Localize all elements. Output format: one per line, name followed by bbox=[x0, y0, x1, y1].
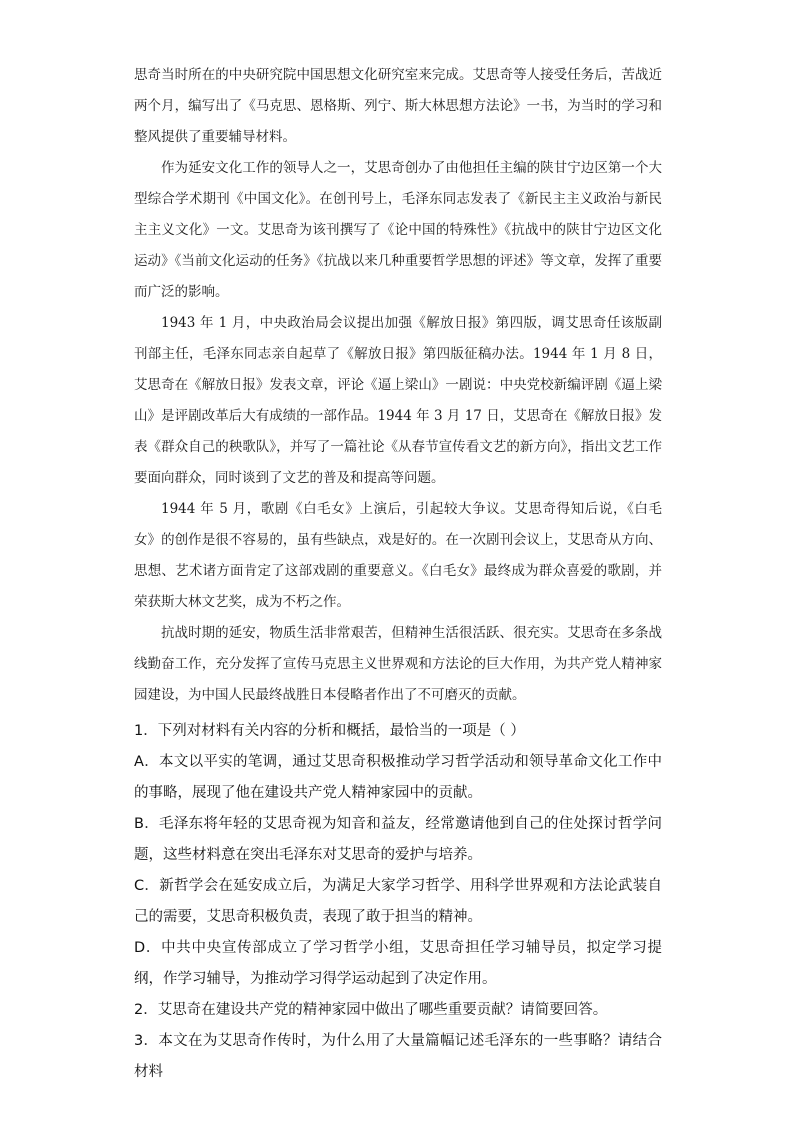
article-paragraph-5: 抗战时期的延安，物质生活非常艰苦，但精神生活很活跃、很充实。艾思奇在多条战线勤奋工作，充分发挥了宣传马克思主义世界观和方法论的巨大作用，为共产党人精神家园建设，为中国人民最终战胜日本侵略者作出了不可磨灭的贡献。 bbox=[134, 625, 662, 703]
question-1-option-b: B．毛泽东将年轻的艾思奇视为知音和益友，经常邀请他到自己的住处探讨哲学问题，这些材料意在突出毛泽东对艾思奇的爱护与培养。 bbox=[134, 816, 662, 863]
article-paragraph-4: 1944 年 5 月，歌剧《白毛女》上演后，引起较大争议。艾思奇得知后说，《白毛女》的创作是很不容易的，虽有些缺点，戏是好的。在一次剧刊会议上，艾思奇从方向、思想、艺术诸方面肯定了这部戏剧的重要意义。《白毛女》最终成为群众喜爱的歌剧，并荣获斯大林文艺奖，成为不朽之作。 bbox=[134, 501, 662, 610]
question-1-option-a: A．本文以平实的笔调，通过艾思奇积极推动学习哲学活动和领导革命文化工作中的事略，展现了他在建设共产党人精神家园中的贡献。 bbox=[134, 754, 662, 801]
question-3: 3．本文在为艾思奇作传时，为什么用了大量篇幅记述毛泽东的一些事略？请结合材料 bbox=[134, 1033, 662, 1080]
questions-section bbox=[134, 716, 662, 1088]
article-body bbox=[134, 60, 662, 711]
question-2: 2．艾思奇在建设共产党的精神家园中做出了哪些重要贡献？请简要回答。 bbox=[134, 1002, 608, 1018]
question-1-option-c: C．新哲学会在延安成立后，为满足大家学习哲学、用科学世界观和方法论武装自己的需要，艾思奇积极负责，表现了敢于担当的精神。 bbox=[134, 878, 662, 925]
question-1-stem: 1．下列对材料有关内容的分析和概括，最恰当的一项是（ ） bbox=[134, 723, 525, 739]
article-paragraph-2: 作为延安文化工作的领导人之一，艾思奇创办了由他担任主编的陕甘宁边区第一个大型综合学术期刊《中国文化》。在创刊号上，毛泽东同志发表了《新民主主义政治与新民主主义文化》一文。艾思奇为该刊撰写了《论中国的特殊性》《抗战中的陕甘宁边区文化运动》《当前文化运动的任务》《抗战以来几种重要哲学思想的评述》等文章，发挥了重要而广泛的影响。 bbox=[134, 160, 662, 300]
article-paragraph-3: 1943 年 1 月，中央政治局会议提出加强《解放日报》第四版，调艾思奇任该版副刊部主任，毛泽东同志亲自起草了《解放日报》第四版征稿办法。1944 年 1 月 8 日，艾思奇在《解放日报》发表文章，评论《逼上梁山》一剧说：中央党校新编评剧《逼上梁山》是评剧改革后大有成绩的一部作品。1944 年 3 月 17 日，艾思奇在《解放日报》发表《群众自己的秧歌队》，并写了一篇社论《从春节宣传看文艺的新方向》，指出文艺工作要面向群众，同时谈到了文艺的普及和提高等问题。 bbox=[134, 315, 662, 486]
question-1-option-d: D．中共中央宣传部成立了学习哲学小组，艾思奇担任学习辅导员，拟定学习提纲，作学习辅导，为推动学习得学运动起到了决定作用。 bbox=[134, 940, 662, 987]
article-paragraph-1: 思奇当时所在的中央研究院中国思想文化研究室来完成。艾思奇等人接受任务后，苦战近两个月，编写出了《马克思、恩格斯、列宁、斯大林思想方法论》一书，为当时的学习和整风提供了重要辅导材料。 bbox=[134, 67, 662, 145]
